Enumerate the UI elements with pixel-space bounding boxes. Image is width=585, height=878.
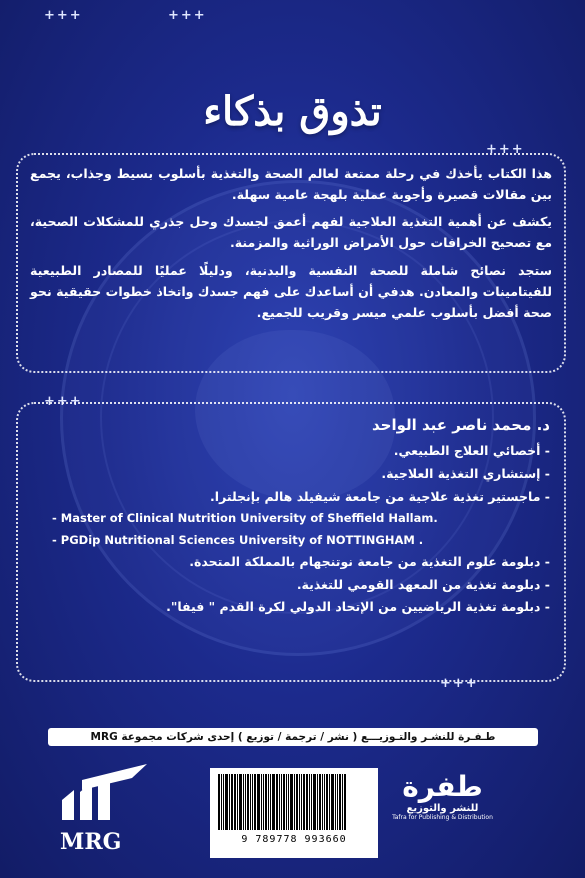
mrg-logo-icon xyxy=(52,760,162,830)
barcode-bar xyxy=(279,774,280,830)
intro-paragraph: ستجد نصائح شاملة للصحة النفسية والبدنية، ودليلًا عمليًا للمصادر الطبيعية للفيتامينات والمعادن. هدفي أن أساعدك على فهم جسدك واتخاذ خطوات حقيقية نحو صحة أفضل بأسلوب علمي ميسر وقريب للجميع. xyxy=(30,262,552,320)
barcode-bar xyxy=(261,774,262,830)
barcode-bar xyxy=(309,774,310,830)
barcode-bar xyxy=(252,774,253,830)
intro-box xyxy=(16,153,566,373)
credential-item: - PGDip Nutritional Sciences University of NOTTINGHAM . xyxy=(52,532,424,547)
credential-item: - دبلومة تغذية من المعهد القومي للتغذية. xyxy=(296,576,550,592)
intro-paragraph: هذا الكتاب يأخذك في رحلة ممتعة لعالم الصحة والتغذية بأسلوب بسيط وجذاب، يجمع بين مقالات قصيرة وأجوبة عملية بلهجة عامية سهلة. xyxy=(30,166,552,203)
credential-item: - إستشاري التغذية العلاجية. xyxy=(381,465,550,481)
barcode-bar xyxy=(313,774,316,830)
barcode-bars xyxy=(218,774,370,830)
barcode-bar xyxy=(286,774,287,830)
barcode xyxy=(210,768,378,858)
barcode-bar xyxy=(322,774,323,830)
barcode-bar xyxy=(247,774,249,830)
barcode-bar xyxy=(283,774,285,830)
barcode-bar xyxy=(237,774,238,830)
barcode-bar xyxy=(221,774,222,830)
decoration-plus: +++ xyxy=(486,142,525,157)
barcode-bar xyxy=(294,774,295,830)
barcode-bar xyxy=(303,774,305,830)
barcode-bar xyxy=(239,774,242,830)
barcode-bar xyxy=(234,774,236,830)
tafra-logo-text: طفرة xyxy=(402,770,483,803)
tafra-logo-english: Tafra for Publishing & Distribution xyxy=(392,814,493,821)
barcode-bar xyxy=(288,774,289,830)
barcode-bar xyxy=(268,774,269,830)
barcode-bar xyxy=(254,774,256,830)
barcode-bar xyxy=(329,774,330,830)
barcode-bar xyxy=(290,774,293,830)
tafra-logo xyxy=(385,760,500,870)
barcode-bar xyxy=(225,774,228,830)
decoration-plus: +++ xyxy=(440,676,479,691)
decoration-plus: +++ xyxy=(44,8,83,23)
barcode-bar xyxy=(243,774,244,830)
barcode-bar xyxy=(270,774,271,830)
mrg-logo-text: MRG xyxy=(60,829,122,855)
author-name: د. محمد ناصر عبد الواحد xyxy=(371,416,550,434)
barcode-bar xyxy=(281,774,282,830)
tafra-logo-subtitle: للنشر والتوزيع xyxy=(406,803,479,814)
barcode-bar xyxy=(218,774,220,830)
credential-item: - أخصائي العلاج الطبيعي. xyxy=(393,443,550,458)
author-box xyxy=(16,402,566,682)
barcode-bar xyxy=(344,774,346,830)
publisher-bar: طـفـرة للنشـر والتـوزيـــع ( نشر / ترجمة / توزيع ) إحدى شركات مجموعة MRG xyxy=(48,728,538,746)
barcode-bar xyxy=(229,774,230,830)
decoration-plus: +++ xyxy=(168,8,207,23)
barcode-bar xyxy=(301,774,302,830)
barcode-bar xyxy=(331,774,334,830)
barcode-bar xyxy=(335,774,336,830)
barcode-bar xyxy=(245,774,246,830)
credential-item: - ماجستير تغذية علاجية من جامعة شيفيلد هالم بإنجلترا. xyxy=(210,488,550,504)
mrg-logo xyxy=(52,760,162,855)
barcode-bar xyxy=(299,774,300,830)
barcode-bar xyxy=(272,774,275,830)
barcode-bar xyxy=(326,774,328,830)
intro-paragraph: يكشف عن أهمية التغذية العلاجية لفهم أعمق لجسدك وحل جذري للمشكلات الصحية، مع تصحيح الخرافات حول الأمراض الوراثية والمزمنة. xyxy=(30,214,552,251)
decoration-plus: +++ xyxy=(44,394,83,409)
barcode-bar xyxy=(337,774,338,830)
barcode-bar xyxy=(311,774,312,830)
barcode-bar xyxy=(339,774,341,830)
credential-item: - دبلومة تغذية الرياضيين من الإتحاد الدولي لكرة القدم " فيفا". xyxy=(166,599,550,615)
barcode-bar xyxy=(317,774,318,830)
barcode-bar xyxy=(265,774,267,830)
barcode-bar xyxy=(231,774,233,830)
book-title: تذوق بذكاء xyxy=(203,88,382,135)
barcode-bar xyxy=(319,774,321,830)
barcode-bar xyxy=(263,774,264,830)
barcode-bar xyxy=(324,774,325,830)
barcode-bar xyxy=(296,774,298,830)
credential-item: - Master of Clinical Nutrition University of Sheffield Hallam. xyxy=(52,511,438,526)
barcode-bar xyxy=(257,774,260,830)
barcode-number: 9 789778 993660 xyxy=(241,834,347,845)
barcode-bar xyxy=(250,774,251,830)
barcode-bar xyxy=(342,774,343,830)
barcode-bar xyxy=(276,774,278,830)
credential-item: - دبلومة علوم التغذية من جامعة نوتنجهام بالمملكة المتحدة. xyxy=(189,553,550,569)
barcode-bar xyxy=(306,774,308,830)
barcode-bar xyxy=(223,774,224,830)
